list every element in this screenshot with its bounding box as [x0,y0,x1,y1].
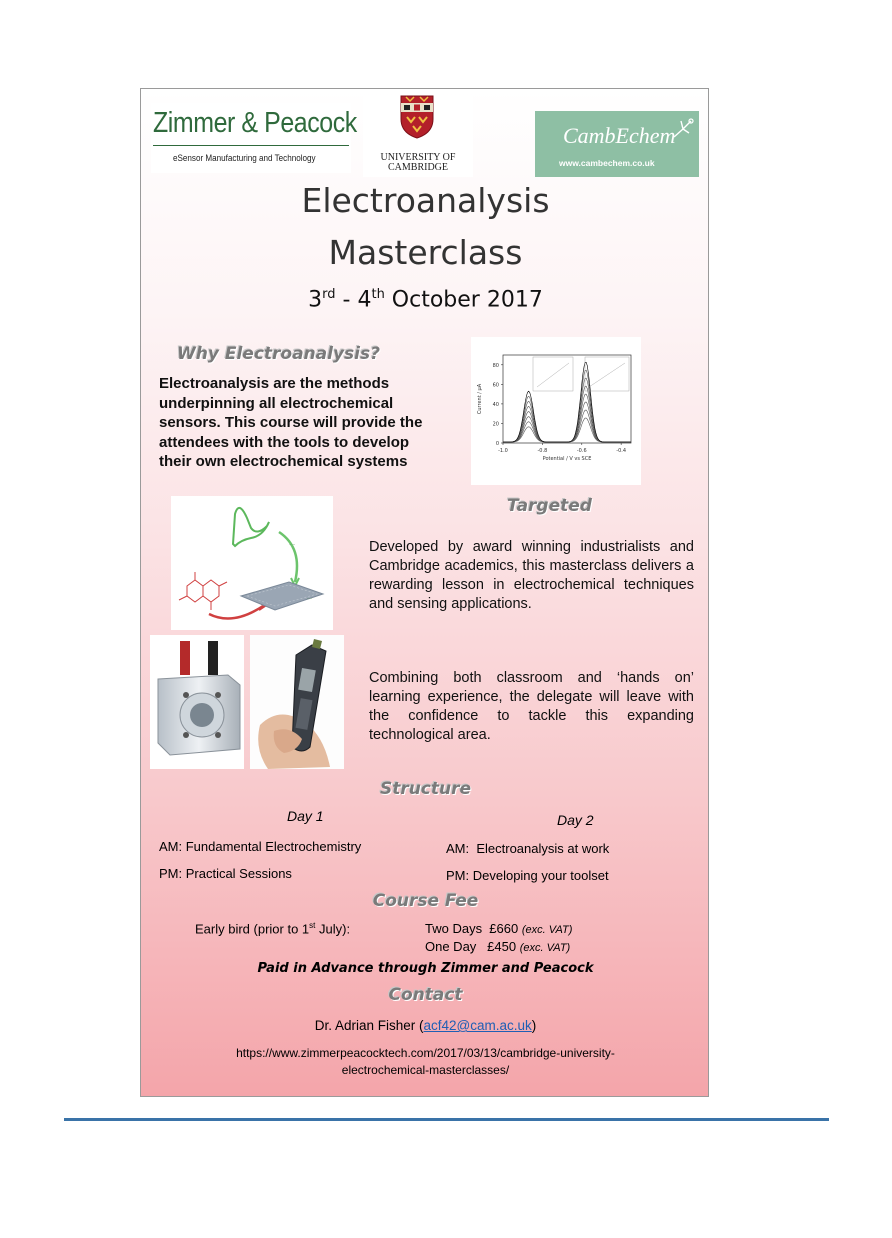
handheld-sensor-image [250,635,344,769]
x-tick-label: -0.4 [616,448,627,454]
voltammogram-graph [471,337,641,485]
voltammogram-chart [471,337,641,485]
course-fee-heading: Course Fee [372,891,479,911]
page-divider-rule [64,1118,829,1121]
one-day-price [425,939,570,954]
logo-underline [153,145,349,146]
x-axis-label: Potential / V vs SCE [542,456,592,462]
early-bird-post: July): [315,921,351,937]
why-line: underpinning all electrochemical [159,394,394,412]
early-bird-pre: Early bird (prior to 1 [195,921,310,937]
zimmer-peacock-tagline: eSensor Manufacturing and Technology [173,153,316,163]
sensor-diagram-image [171,496,333,630]
inset-trend [537,363,569,387]
cambridge-shield-icon [400,95,434,139]
cambridge-logo-line1: UNIVERSITY OF [380,152,456,163]
early-bird-label [195,921,350,936]
y-tick-label: 40 [492,401,499,408]
zimmer-peacock-logo [151,103,357,173]
poster [140,88,709,1097]
voltammogram-curve [503,394,631,442]
contact-name-line [141,1018,709,1033]
voltammogram-curve [503,378,631,442]
two-days-text: Two Days £660 [425,921,519,936]
day2-pm: PM: Developing your toolset [446,868,609,883]
why-line: attendees with the tools to develop [159,433,410,451]
x-tick-label: -0.8 [537,448,548,454]
y-tick-label: 60 [492,382,499,389]
y-tick-label: 20 [492,421,499,428]
early-bird-sup: st [309,921,316,930]
contact-url [141,1045,709,1079]
contact-url-line2: electrochemical-masterclasses/ [341,1063,510,1077]
end-day: 4 [357,287,372,313]
contact-url-line1: https://www.zimmerpeacocktech.com/2017/03/13/cambridge-university- [236,1046,615,1060]
start-day: 3 [308,287,323,313]
contact-heading: Contact [388,985,463,1005]
why-line: Electroanalysis are the methods [159,375,390,392]
cambechem-url: www.cambechem.co.uk [559,158,655,168]
y-axis-label: Current / μA [477,383,483,415]
x-tick-label: -1.0 [498,448,508,454]
why-text [159,374,459,472]
start-suffix: rd [322,287,336,302]
one-day-vat: (exc. VAT) [519,942,571,954]
cambridge-logo [363,95,473,177]
event-dates [141,287,709,312]
day2-am: AM: Electroanalysis at work [446,841,610,856]
day1-pm: PM: Practical Sessions [159,866,292,881]
two-days-vat: (exc. VAT) [521,924,573,936]
title-line1: Electroanalysis [301,181,550,220]
targeted-paragraph-1: Developed by award winning industrialists and Cambridge academics, this masterclass delivers a rewarding lesson in electrochemical techniques and sensing applications. [369,539,694,612]
molecule-icon [671,117,695,141]
date-separator: - [335,287,358,313]
paid-in-advance-note: Paid in Advance through Zimmer and Peacock [257,961,594,976]
month-year: October 2017 [384,287,543,313]
electrochemical-cell-image [150,635,244,769]
targeted-paragraph-2: Combining both classroom and ‘hands on’ learning experience, the delegate will leave with the confidence to tackle this expanding technological area. [369,670,694,743]
targeted-heading: Targeted [507,496,592,516]
structure-heading: Structure [379,779,472,799]
day1-am: AM: Fundamental Electrochemistry [159,839,362,854]
zimmer-peacock-logo-text: Zimmer & Peacock [153,107,357,139]
cambechem-logo-text: CambEchem [563,123,676,148]
day1-title: Day 1 [287,808,324,824]
two-days-price [425,921,572,936]
why-line: sensors. This course will provide the [159,414,423,431]
cambechem-logo [535,111,699,177]
contact-name: Dr. Adrian Fisher ( [314,1018,424,1033]
y-tick-label: 0 [495,441,499,447]
x-tick-label: -0.6 [576,448,587,454]
svg-text:·····: ····· [289,542,296,547]
end-suffix: th [371,287,385,302]
one-day-text: One Day £450 [425,939,517,954]
why-line: their own electrochemical systems [159,453,408,470]
title-line2: Masterclass [328,233,523,272]
inset-trend [589,363,625,387]
svg-text:····: ···· [307,596,313,601]
inset-frame [533,357,573,391]
contact-name-close: ) [531,1018,537,1033]
contact-email-link[interactable]: acf42@cam.ac.uk [423,1018,532,1033]
day2-title: Day 2 [557,812,594,828]
why-heading: Why Electroanalysis? [177,344,380,364]
inset-frame [585,357,629,391]
cambridge-logo-line2: CAMBRIDGE [387,162,448,173]
y-tick-label: 80 [492,362,499,369]
